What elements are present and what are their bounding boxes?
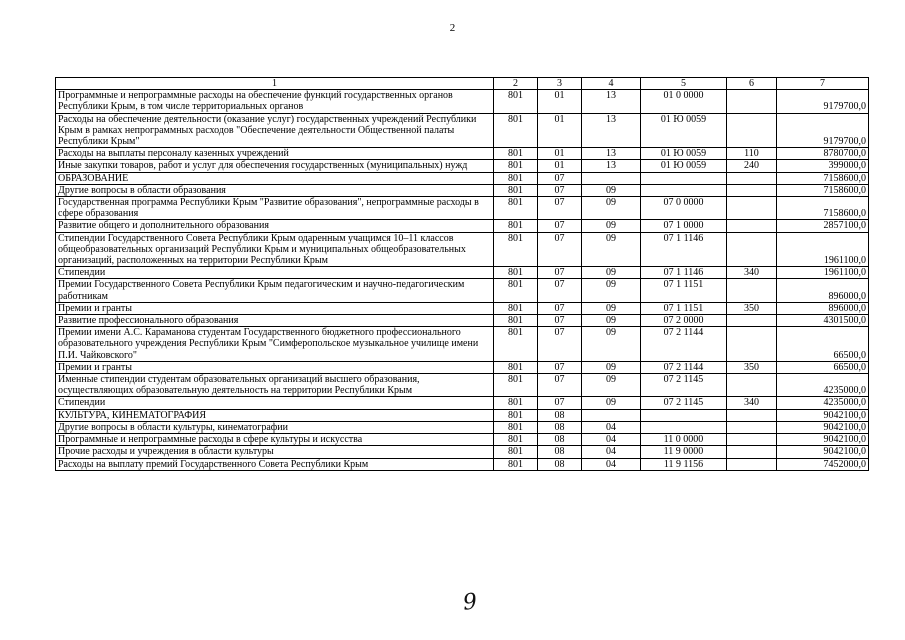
expense-type-cell (727, 279, 777, 302)
amount-cell: 8780700,0 (777, 148, 869, 160)
expense-type-cell: 350 (727, 302, 777, 314)
gov-code-cell: 801 (494, 90, 538, 113)
amount-cell: 896000,0 (777, 302, 869, 314)
target-code-cell (641, 172, 727, 184)
amount-cell: 7158600,0 (777, 184, 869, 196)
target-code-cell: 11 0 0000 (641, 434, 727, 446)
amount-cell: 9042100,0 (777, 434, 869, 446)
gov-code-cell: 801 (494, 315, 538, 327)
section-cell: 08 (538, 421, 582, 433)
section-cell: 01 (538, 90, 582, 113)
row-name-cell: Премии имени А.С. Караманова студентам Государственного бюджетного профессионального образовательного учреждения Республики Крым "Симферопольское музыкальное училище имени П.И. Чайковского" (56, 327, 494, 362)
target-code-cell: 07 1 1146 (641, 232, 727, 267)
row-name-cell: Стипендии Государственного Совета Республики Крым одаренным учащимся 10–11 классов общеобразовательных организаций Республики Крым и муниципальных общеобразовательных организаций, расположенных на территории Республики Крым (56, 232, 494, 267)
subsection-cell: 13 (582, 90, 641, 113)
table-row (56, 220, 869, 232)
amount-cell: 7452000,0 (777, 458, 869, 470)
expense-type-cell (727, 315, 777, 327)
target-code-cell: 07 0 0000 (641, 197, 727, 220)
table-body (56, 90, 869, 471)
expense-type-cell: 240 (727, 160, 777, 172)
amount-cell: 1961100,0 (777, 267, 869, 279)
amount-cell: 399000,0 (777, 160, 869, 172)
gov-code-cell: 801 (494, 361, 538, 373)
table-row (56, 148, 869, 160)
subsection-cell: 09 (582, 267, 641, 279)
table-row (56, 421, 869, 433)
target-code-cell: 07 2 1145 (641, 374, 727, 397)
section-cell: 07 (538, 315, 582, 327)
row-name-cell: Расходы на выплаты персоналу казенных учреждений (56, 148, 494, 160)
table-row (56, 232, 869, 267)
expense-type-cell (727, 184, 777, 196)
column-header: 2 (494, 78, 538, 90)
expense-type-cell (727, 374, 777, 397)
target-code-cell: 01 Ю 0059 (641, 113, 727, 148)
row-name-cell: Прочие расходы и учреждения в области культуры (56, 446, 494, 458)
section-cell: 08 (538, 434, 582, 446)
table-row (56, 113, 869, 148)
table-row (56, 458, 869, 470)
expense-type-cell (727, 409, 777, 421)
amount-cell: 66500,0 (777, 361, 869, 373)
amount-cell: 4301500,0 (777, 315, 869, 327)
target-code-cell: 07 1 1151 (641, 302, 727, 314)
expense-type-cell: 350 (727, 361, 777, 373)
column-header: 7 (777, 78, 869, 90)
row-name-cell: Расходы на выплату премий Государственного Совета Республики Крым (56, 458, 494, 470)
handwritten-page-mark: 9 (461, 589, 479, 616)
row-name-cell: Премии и гранты (56, 361, 494, 373)
expense-type-cell (727, 113, 777, 148)
subsection-cell: 04 (582, 458, 641, 470)
row-name-cell: Стипендии (56, 397, 494, 409)
amount-cell: 7158600,0 (777, 197, 869, 220)
subsection-cell: 09 (582, 232, 641, 267)
column-header: 3 (538, 78, 582, 90)
table-row (56, 90, 869, 113)
section-cell: 07 (538, 220, 582, 232)
subsection-cell: 09 (582, 374, 641, 397)
gov-code-cell: 801 (494, 397, 538, 409)
target-code-cell: 07 2 0000 (641, 315, 727, 327)
row-name-cell: Другие вопросы в области образования (56, 184, 494, 196)
table-row (56, 160, 869, 172)
gov-code-cell: 801 (494, 220, 538, 232)
row-name-cell: ОБРАЗОВАНИЕ (56, 172, 494, 184)
gov-code-cell: 801 (494, 374, 538, 397)
row-name-cell: Премии Государственного Совета Республики Крым педагогическим и научно-педагогическим работникам (56, 279, 494, 302)
section-cell: 07 (538, 302, 582, 314)
subsection-cell: 09 (582, 279, 641, 302)
row-name-cell: Расходы на обеспечение деятельности (оказание услуг) государственных учреждений Республики Крым в рамках непрограммных расходов "Обеспечение деятельности Общественной палаты Республики Крым" (56, 113, 494, 148)
section-cell: 01 (538, 148, 582, 160)
expense-type-cell (727, 90, 777, 113)
gov-code-cell: 801 (494, 197, 538, 220)
target-code-cell (641, 409, 727, 421)
table-row (56, 315, 869, 327)
section-cell: 07 (538, 197, 582, 220)
gov-code-cell: 801 (494, 409, 538, 421)
table-row (56, 197, 869, 220)
expense-type-cell: 340 (727, 397, 777, 409)
table-row (56, 327, 869, 362)
section-cell: 01 (538, 160, 582, 172)
section-cell: 08 (538, 458, 582, 470)
page-number: 2 (449, 22, 456, 34)
gov-code-cell: 801 (494, 302, 538, 314)
section-cell: 08 (538, 446, 582, 458)
row-name-cell: Государственная программа Республики Крым "Развитие образования", непрограммные расходы в сфере образования (56, 197, 494, 220)
gov-code-cell: 801 (494, 327, 538, 362)
gov-code-cell: 801 (494, 172, 538, 184)
row-name-cell: Именные стипендии студентам образовательных организаций высшего образования, осуществляющих образовательную деятельность на территории Республики Крым (56, 374, 494, 397)
expense-type-cell (727, 232, 777, 267)
section-cell: 07 (538, 361, 582, 373)
row-name-cell: Программные и непрограммные расходы в сфере культуры и искусства (56, 434, 494, 446)
subsection-cell: 13 (582, 160, 641, 172)
gov-code-cell: 801 (494, 184, 538, 196)
gov-code-cell: 801 (494, 113, 538, 148)
table-row (56, 374, 869, 397)
amount-cell: 9179700,0 (777, 113, 869, 148)
gov-code-cell: 801 (494, 267, 538, 279)
expense-type-cell (727, 172, 777, 184)
subsection-cell: 09 (582, 361, 641, 373)
expense-type-cell (727, 220, 777, 232)
row-name-cell: Другие вопросы в области культуры, кинематографии (56, 421, 494, 433)
table-row (56, 184, 869, 196)
amount-cell: 9042100,0 (777, 446, 869, 458)
amount-cell: 2857100,0 (777, 220, 869, 232)
amount-cell: 896000,0 (777, 279, 869, 302)
table-row (56, 409, 869, 421)
row-name-cell: Премии и гранты (56, 302, 494, 314)
subsection-cell (582, 172, 641, 184)
section-cell: 07 (538, 279, 582, 302)
table-row (56, 361, 869, 373)
target-code-cell (641, 421, 727, 433)
subsection-cell: 13 (582, 148, 641, 160)
target-code-cell: 07 2 1145 (641, 397, 727, 409)
amount-cell: 1961100,0 (777, 232, 869, 267)
table-row (56, 267, 869, 279)
target-code-cell: 11 9 1156 (641, 458, 727, 470)
section-cell: 07 (538, 232, 582, 267)
expense-type-cell: 110 (727, 148, 777, 160)
subsection-cell: 04 (582, 421, 641, 433)
section-cell: 07 (538, 172, 582, 184)
section-cell: 07 (538, 327, 582, 362)
table-row (56, 172, 869, 184)
column-header: 6 (727, 78, 777, 90)
subsection-cell: 04 (582, 446, 641, 458)
amount-cell: 7158600,0 (777, 172, 869, 184)
section-cell: 07 (538, 397, 582, 409)
target-code-cell: 11 9 0000 (641, 446, 727, 458)
target-code-cell: 01 0 0000 (641, 90, 727, 113)
target-code-cell: 01 Ю 0059 (641, 148, 727, 160)
expense-type-cell (727, 458, 777, 470)
table-row (56, 397, 869, 409)
amount-cell: 4235000,0 (777, 397, 869, 409)
table-row (56, 434, 869, 446)
target-code-cell (641, 184, 727, 196)
column-header: 1 (56, 78, 494, 90)
expense-type-cell (727, 421, 777, 433)
column-header: 5 (641, 78, 727, 90)
target-code-cell: 07 1 1146 (641, 267, 727, 279)
subsection-cell: 09 (582, 197, 641, 220)
target-code-cell: 07 1 0000 (641, 220, 727, 232)
budget-table (55, 77, 869, 471)
subsection-cell (582, 409, 641, 421)
expense-type-cell (727, 327, 777, 362)
subsection-cell: 09 (582, 327, 641, 362)
target-code-cell: 07 2 1144 (641, 361, 727, 373)
section-cell: 07 (538, 267, 582, 279)
subsection-cell: 09 (582, 184, 641, 196)
gov-code-cell: 801 (494, 446, 538, 458)
subsection-cell: 09 (582, 220, 641, 232)
target-code-cell: 07 1 1151 (641, 279, 727, 302)
target-code-cell: 01 Ю 0059 (641, 160, 727, 172)
subsection-cell: 04 (582, 434, 641, 446)
section-cell: 01 (538, 113, 582, 148)
gov-code-cell: 801 (494, 148, 538, 160)
section-cell: 07 (538, 184, 582, 196)
subsection-cell: 09 (582, 397, 641, 409)
gov-code-cell: 801 (494, 232, 538, 267)
expense-type-cell (727, 446, 777, 458)
column-header: 4 (582, 78, 641, 90)
subsection-cell: 09 (582, 315, 641, 327)
table-row (56, 446, 869, 458)
gov-code-cell: 801 (494, 458, 538, 470)
table-row (56, 302, 869, 314)
row-name-cell: КУЛЬТУРА, КИНЕМАТОГРАФИЯ (56, 409, 494, 421)
subsection-cell: 13 (582, 113, 641, 148)
row-name-cell: Стипендии (56, 267, 494, 279)
amount-cell: 66500,0 (777, 327, 869, 362)
section-cell: 07 (538, 374, 582, 397)
gov-code-cell: 801 (494, 434, 538, 446)
subsection-cell: 09 (582, 302, 641, 314)
header-row (56, 78, 869, 90)
section-cell: 08 (538, 409, 582, 421)
amount-cell: 9042100,0 (777, 421, 869, 433)
expense-type-cell (727, 434, 777, 446)
expense-type-cell: 340 (727, 267, 777, 279)
amount-cell: 9042100,0 (777, 409, 869, 421)
row-name-cell: Развитие профессионального образования (56, 315, 494, 327)
row-name-cell: Развитие общего и дополнительного образования (56, 220, 494, 232)
gov-code-cell: 801 (494, 421, 538, 433)
table-row (56, 279, 869, 302)
gov-code-cell: 801 (494, 279, 538, 302)
gov-code-cell: 801 (494, 160, 538, 172)
row-name-cell: Иные закупки товаров, работ и услуг для обеспечения государственных (муниципальных) нужд (56, 160, 494, 172)
amount-cell: 9179700,0 (777, 90, 869, 113)
target-code-cell: 07 2 1144 (641, 327, 727, 362)
row-name-cell: Программные и непрограммные расходы на обеспечение функций государственных органов Республики Крым, в том числе территориальных органов (56, 90, 494, 113)
amount-cell: 4235000,0 (777, 374, 869, 397)
expense-type-cell (727, 197, 777, 220)
